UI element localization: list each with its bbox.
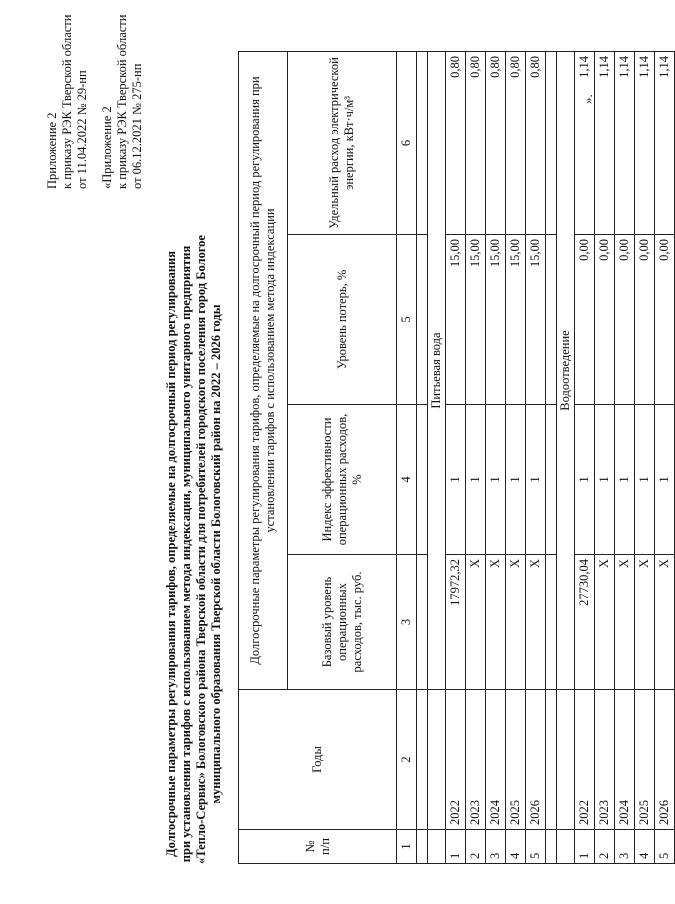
spacer-cell [417, 52, 428, 235]
column-number: 2 [397, 690, 417, 830]
column-number: 6 [397, 52, 417, 235]
row-base-level: Х [486, 555, 506, 690]
section-empty-cell [428, 830, 446, 864]
appendix-line: от 11.04.2022 № 29-нп [75, 70, 89, 189]
header-loss-level: Уровень потерь, % [288, 235, 397, 405]
spacer-cell [417, 555, 428, 690]
table-row [655, 52, 675, 864]
row-efficiency-index: 1 [506, 405, 526, 555]
row-energy-consumption: 0,80 [446, 52, 466, 235]
row-year: 2024 [615, 690, 635, 830]
row-year: 2024 [486, 690, 506, 830]
row-loss-level: 15,00 [486, 235, 506, 405]
row-year: 2026 [526, 690, 546, 830]
spacer-row [546, 52, 557, 864]
section-empty-cell [557, 830, 575, 864]
row-number: 4 [506, 830, 526, 864]
appendix-note-amended [100, 15, 145, 189]
header-number: № п/п [239, 830, 397, 864]
row-loss-level: 0,00 [635, 235, 655, 405]
section-title: Питьевая вода [428, 52, 446, 690]
spacer-cell [546, 690, 557, 830]
row-loss-level: 15,00 [446, 235, 466, 405]
row-loss-level: 15,00 [526, 235, 546, 405]
column-number: 1 [397, 830, 417, 864]
row-energy-consumption: 0,80 [526, 52, 546, 235]
spacer-cell [546, 405, 557, 555]
row-year: 2025 [635, 690, 655, 830]
table-row [595, 52, 615, 864]
section-title: Водоотведение [557, 52, 575, 690]
row-energy-consumption: 1,14 [615, 52, 635, 235]
row-efficiency-index: 1 [575, 405, 595, 555]
header-group: Долгосрочные параметры регулирования тарифов, определяемые на долгосрочный период регулирования при установлении тарифов с использованием метода индексации [239, 52, 288, 690]
row-number: 3 [615, 830, 635, 864]
column-number: 5 [397, 235, 417, 405]
title-line: муниципального образования Тверской области Бологовский район на 2022 – 2026 годы [209, 304, 223, 804]
row-loss-level: 0,00 [615, 235, 635, 405]
row-base-level: 17972,32 [446, 555, 466, 690]
row-efficiency-index: 1 [655, 405, 675, 555]
row-number: 3 [486, 830, 506, 864]
row-number: 2 [466, 830, 486, 864]
row-base-level: Х [466, 555, 486, 690]
spacer-cell [417, 830, 428, 864]
row-base-level: Х [615, 555, 635, 690]
row-year: 2023 [466, 690, 486, 830]
row-year: 2025 [506, 690, 526, 830]
appendix-line: к приказу РЭК Тверской области [115, 14, 129, 189]
table-row [446, 52, 466, 864]
table-row [526, 52, 546, 864]
appendix-line: к приказу РЭК Тверской области [60, 14, 74, 189]
header-energy-consumption: Удельный расход электрической энергии, кВт·ч/м³ [288, 52, 397, 235]
row-number: 5 [655, 830, 675, 864]
table-body [417, 52, 675, 864]
row-efficiency-index: 1 [526, 405, 546, 555]
spacer-cell [417, 690, 428, 830]
row-efficiency-index: 1 [486, 405, 506, 555]
section-empty-cell [557, 690, 575, 830]
row-loss-level: 0,00 [655, 235, 675, 405]
column-number: 4 [397, 405, 417, 555]
spacer-cell [546, 555, 557, 690]
row-number: 1 [575, 830, 595, 864]
row-base-level: 27730,04 [575, 555, 595, 690]
table-row [466, 52, 486, 864]
row-energy-consumption: 1,14 [575, 52, 595, 235]
row-energy-consumption: 0,80 [486, 52, 506, 235]
row-energy-consumption: 1,14 [635, 52, 655, 235]
row-efficiency-index: 1 [615, 405, 635, 555]
row-year: 2022 [575, 690, 595, 830]
row-number: 5 [526, 830, 546, 864]
tariff-parameters-table [238, 51, 675, 864]
row-efficiency-index: 1 [635, 405, 655, 555]
table-row [486, 52, 506, 864]
row-year: 2022 [446, 690, 466, 830]
row-number: 2 [595, 830, 615, 864]
row-base-level: Х [506, 555, 526, 690]
row-base-level: Х [526, 555, 546, 690]
table-row [575, 52, 595, 864]
row-year: 2026 [655, 690, 675, 830]
row-loss-level: 0,00 [595, 235, 615, 405]
appendix-note-current [45, 15, 90, 189]
section-row [428, 52, 446, 864]
closing-quote: ». [580, 94, 595, 104]
column-number: 3 [397, 555, 417, 690]
row-loss-level: 0,00 [575, 235, 595, 405]
spacer-cell [417, 235, 428, 405]
header-years: Годы [239, 690, 397, 830]
row-number: 1 [446, 830, 466, 864]
section-row [557, 52, 575, 864]
header-efficiency-index: Индекс эффективности операционных расходов, % [288, 405, 397, 555]
row-loss-level: 15,00 [506, 235, 526, 405]
row-energy-consumption: 1,14 [595, 52, 615, 235]
spacer-cell [546, 235, 557, 405]
row-efficiency-index: 1 [446, 405, 466, 555]
row-year: 2023 [595, 690, 615, 830]
section-empty-cell [428, 690, 446, 830]
spacer-cell [417, 405, 428, 555]
table-row [615, 52, 635, 864]
row-base-level: Х [635, 555, 655, 690]
row-efficiency-index: 1 [466, 405, 486, 555]
title-line: Долгосрочные параметры регулирования тарифов, определяемые на долгосрочный период регулирования [164, 251, 178, 858]
row-energy-consumption: 0,80 [466, 52, 486, 235]
row-efficiency-index: 1 [595, 405, 615, 555]
row-number: 4 [635, 830, 655, 864]
spacer-cell [546, 52, 557, 235]
row-base-level: Х [655, 555, 675, 690]
table-row [506, 52, 526, 864]
appendix-line: Приложение 2 [45, 112, 59, 189]
row-energy-consumption: 1,14 [655, 52, 675, 235]
document-title [164, 235, 224, 864]
row-energy-consumption: 0,80 [506, 52, 526, 235]
spacer-row [417, 52, 428, 864]
title-line: при установлении тарифов с использованием метода индексации, муниципального унитарного предприятия [179, 245, 193, 863]
column-number-row [397, 52, 417, 864]
appendix-line: «Приложение 2 [100, 106, 114, 189]
header-base-level: Базовый уровень операционных расходов, тыс. руб. [288, 555, 397, 690]
title-line: «Тепло-Сервис» Бологовского района Тверской области для потребителей городского поселения город Бологое [194, 235, 208, 864]
appendix-line: от 06.12.2021 № 275-нп [130, 63, 144, 189]
spacer-cell [546, 830, 557, 864]
row-base-level: Х [595, 555, 615, 690]
row-loss-level: 15,00 [466, 235, 486, 405]
table-row [635, 52, 655, 864]
